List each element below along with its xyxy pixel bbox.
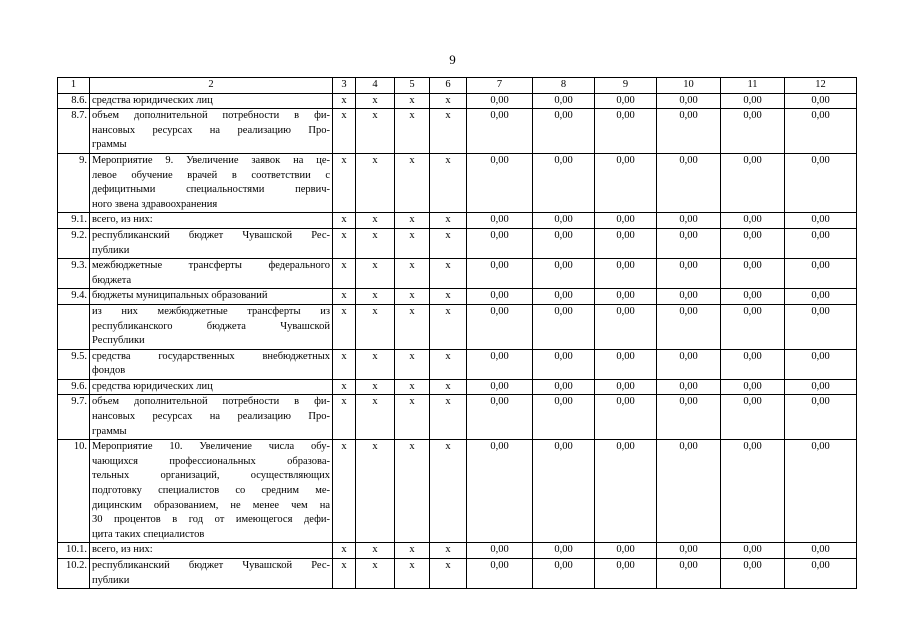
description-line: всего, из них:: [92, 214, 153, 226]
value-cell: 0,00: [785, 395, 857, 440]
marker-cell: x: [395, 304, 430, 349]
table-body: [58, 78, 857, 589]
value-cell: 0,00: [595, 543, 657, 559]
value-cell: 0,00: [657, 395, 721, 440]
row-description: [90, 440, 333, 543]
description-line: публики: [92, 244, 130, 256]
description-line: нансовых ресурсах на реализацию Про-: [92, 124, 330, 136]
value-cell: 0,00: [595, 395, 657, 440]
value-cell: 0,00: [721, 543, 785, 559]
value-cell: 0,00: [785, 304, 857, 349]
value-cell: 0,00: [721, 213, 785, 229]
value-cell: 0,00: [533, 289, 595, 305]
budget-table: [57, 77, 857, 589]
marker-cell: x: [430, 93, 467, 109]
value-cell: 0,00: [785, 93, 857, 109]
value-cell: 0,00: [595, 304, 657, 349]
column-number-9: 9: [595, 78, 657, 94]
value-cell: 0,00: [785, 213, 857, 229]
value-cell: 0,00: [721, 395, 785, 440]
row-description: [90, 349, 333, 379]
row-number: [58, 304, 90, 349]
row-description: [90, 153, 333, 212]
value-cell: 0,00: [785, 153, 857, 212]
value-cell: 0,00: [595, 228, 657, 258]
column-number-4: 4: [356, 78, 395, 94]
description-line: дефицитными специальностями первич-: [92, 184, 330, 196]
table-row: [58, 93, 857, 109]
marker-cell: x: [430, 543, 467, 559]
value-cell: 0,00: [785, 289, 857, 305]
row-description: [90, 93, 333, 109]
marker-cell: x: [395, 153, 430, 212]
value-cell: 0,00: [721, 379, 785, 395]
row-description: [90, 543, 333, 559]
marker-cell: x: [356, 213, 395, 229]
marker-cell: x: [333, 559, 356, 589]
value-cell: 0,00: [533, 395, 595, 440]
column-number-11: 11: [721, 78, 785, 94]
value-cell: 0,00: [467, 93, 533, 109]
value-cell: 0,00: [657, 213, 721, 229]
row-description: [90, 109, 333, 154]
value-cell: 0,00: [785, 543, 857, 559]
value-cell: 0,00: [721, 228, 785, 258]
description-line: республиканский бюджет Чувашской Рес-: [92, 229, 330, 241]
value-cell: 0,00: [467, 228, 533, 258]
marker-cell: x: [430, 153, 467, 212]
description-line: средства государственных внебюджетных: [92, 350, 330, 362]
value-cell: 0,00: [721, 440, 785, 543]
marker-cell: x: [395, 559, 430, 589]
description-line: Мероприятие 9. Увеличение заявок на це-: [92, 154, 330, 166]
value-cell: 0,00: [467, 213, 533, 229]
value-cell: 0,00: [533, 153, 595, 212]
value-cell: 0,00: [785, 228, 857, 258]
row-number: 10.: [58, 440, 90, 543]
description-line: объем дополнительной потребности в фи-: [92, 110, 330, 122]
marker-cell: x: [395, 349, 430, 379]
description-line: республиканского бюджета Чувашской: [92, 320, 330, 332]
value-cell: 0,00: [721, 109, 785, 154]
marker-cell: x: [333, 440, 356, 543]
value-cell: 0,00: [533, 543, 595, 559]
marker-cell: x: [395, 379, 430, 395]
row-number: 9.: [58, 153, 90, 212]
row-number: 9.1.: [58, 213, 90, 229]
table-header-row: [58, 78, 857, 94]
value-cell: 0,00: [533, 379, 595, 395]
marker-cell: x: [333, 289, 356, 305]
value-cell: 0,00: [533, 304, 595, 349]
marker-cell: x: [356, 543, 395, 559]
marker-cell: x: [395, 289, 430, 305]
value-cell: 0,00: [595, 259, 657, 289]
value-cell: 0,00: [657, 349, 721, 379]
column-number-3: 3: [333, 78, 356, 94]
value-cell: 0,00: [721, 93, 785, 109]
marker-cell: x: [430, 228, 467, 258]
description-line: всего, из них:: [92, 544, 153, 556]
row-number: 9.5.: [58, 349, 90, 379]
table-row: [58, 289, 857, 305]
row-description: [90, 304, 333, 349]
row-description: [90, 289, 333, 305]
marker-cell: x: [333, 379, 356, 395]
marker-cell: x: [430, 379, 467, 395]
value-cell: 0,00: [467, 259, 533, 289]
column-number-1: 1: [58, 78, 90, 94]
marker-cell: x: [395, 213, 430, 229]
marker-cell: x: [430, 395, 467, 440]
column-number-10: 10: [657, 78, 721, 94]
table-row: [58, 395, 857, 440]
marker-cell: x: [333, 304, 356, 349]
marker-cell: x: [333, 153, 356, 212]
marker-cell: x: [395, 259, 430, 289]
value-cell: 0,00: [595, 559, 657, 589]
description-line: объем дополнительной потребности в фи-: [92, 396, 330, 408]
marker-cell: x: [395, 440, 430, 543]
row-number: 8.7.: [58, 109, 90, 154]
table-row: [58, 304, 857, 349]
marker-cell: x: [395, 543, 430, 559]
value-cell: 0,00: [785, 349, 857, 379]
value-cell: 0,00: [785, 440, 857, 543]
row-description: [90, 213, 333, 229]
value-cell: 0,00: [595, 289, 657, 305]
value-cell: 0,00: [533, 440, 595, 543]
row-description: [90, 379, 333, 395]
table-row: [58, 213, 857, 229]
marker-cell: x: [356, 395, 395, 440]
description-line: чающихся профессиональных образова-: [92, 455, 330, 467]
value-cell: 0,00: [657, 304, 721, 349]
value-cell: 0,00: [467, 289, 533, 305]
marker-cell: x: [333, 109, 356, 154]
marker-cell: x: [356, 379, 395, 395]
page-number: 9: [449, 52, 456, 67]
description-line: Республики: [92, 335, 145, 347]
marker-cell: x: [356, 259, 395, 289]
value-cell: 0,00: [595, 440, 657, 543]
value-cell: 0,00: [657, 379, 721, 395]
value-cell: 0,00: [657, 93, 721, 109]
row-description: [90, 559, 333, 589]
marker-cell: x: [356, 440, 395, 543]
value-cell: 0,00: [785, 559, 857, 589]
marker-cell: x: [395, 395, 430, 440]
value-cell: 0,00: [467, 440, 533, 543]
description-line: средства юридических лиц: [92, 380, 213, 392]
value-cell: 0,00: [657, 289, 721, 305]
table-row: [58, 440, 857, 543]
value-cell: 0,00: [467, 543, 533, 559]
marker-cell: x: [333, 543, 356, 559]
row-number: 8.6.: [58, 93, 90, 109]
description-line: ного звена здравоохранения: [92, 198, 218, 210]
marker-cell: x: [356, 289, 395, 305]
marker-cell: x: [333, 259, 356, 289]
marker-cell: x: [430, 440, 467, 543]
table-row: [58, 153, 857, 212]
value-cell: 0,00: [533, 349, 595, 379]
description-line: бюджета: [92, 274, 132, 286]
value-cell: 0,00: [595, 379, 657, 395]
description-line: дицинским образованием, не менее чем на: [92, 499, 330, 511]
marker-cell: x: [333, 228, 356, 258]
value-cell: 0,00: [595, 153, 657, 212]
table-row: [58, 109, 857, 154]
description-line: из них межбюджетные трансферты из: [92, 305, 330, 317]
marker-cell: x: [333, 349, 356, 379]
marker-cell: x: [430, 289, 467, 305]
value-cell: 0,00: [533, 93, 595, 109]
description-line: левое обучение врачей в соответствии с: [92, 169, 330, 181]
value-cell: 0,00: [721, 349, 785, 379]
value-cell: 0,00: [467, 379, 533, 395]
marker-cell: x: [430, 213, 467, 229]
value-cell: 0,00: [595, 93, 657, 109]
table-row: [58, 259, 857, 289]
value-cell: 0,00: [533, 559, 595, 589]
value-cell: 0,00: [657, 259, 721, 289]
table-row: [58, 349, 857, 379]
row-number: 10.2.: [58, 559, 90, 589]
description-line: фондов: [92, 365, 126, 377]
value-cell: 0,00: [721, 259, 785, 289]
description-line: средства юридических лиц: [92, 94, 213, 106]
value-cell: 0,00: [785, 109, 857, 154]
marker-cell: x: [356, 228, 395, 258]
row-number: 9.3.: [58, 259, 90, 289]
row-number: 9.6.: [58, 379, 90, 395]
table-row: [58, 559, 857, 589]
value-cell: 0,00: [467, 559, 533, 589]
value-cell: 0,00: [467, 349, 533, 379]
table-row: [58, 379, 857, 395]
marker-cell: x: [430, 109, 467, 154]
marker-cell: x: [356, 304, 395, 349]
marker-cell: x: [356, 93, 395, 109]
column-number-2: 2: [90, 78, 333, 94]
value-cell: 0,00: [657, 109, 721, 154]
value-cell: 0,00: [467, 109, 533, 154]
column-number-5: 5: [395, 78, 430, 94]
value-cell: 0,00: [657, 440, 721, 543]
marker-cell: x: [430, 304, 467, 349]
row-number: 10.1.: [58, 543, 90, 559]
column-number-12: 12: [785, 78, 857, 94]
value-cell: 0,00: [467, 304, 533, 349]
row-number: 9.2.: [58, 228, 90, 258]
description-line: Мероприятие 10. Увеличение числа обу-: [92, 441, 330, 453]
value-cell: 0,00: [595, 213, 657, 229]
value-cell: 0,00: [721, 153, 785, 212]
table-row: [58, 228, 857, 258]
column-number-7: 7: [467, 78, 533, 94]
description-line: подготовку специалистов со средним ме-: [92, 485, 330, 497]
description-line: 30 процентов в год от имеющегося дефи-: [92, 514, 330, 526]
value-cell: 0,00: [467, 153, 533, 212]
value-cell: 0,00: [721, 289, 785, 305]
value-cell: 0,00: [533, 109, 595, 154]
row-description: [90, 395, 333, 440]
marker-cell: x: [395, 93, 430, 109]
marker-cell: x: [395, 228, 430, 258]
value-cell: 0,00: [657, 559, 721, 589]
row-number: 9.4.: [58, 289, 90, 305]
description-line: межбюджетные трансферты федерального: [92, 260, 330, 272]
marker-cell: x: [395, 109, 430, 154]
row-description: [90, 228, 333, 258]
column-number-6: 6: [430, 78, 467, 94]
value-cell: 0,00: [657, 228, 721, 258]
description-line: республиканский бюджет Чувашской Рес-: [92, 560, 330, 571]
value-cell: 0,00: [657, 543, 721, 559]
value-cell: 0,00: [467, 395, 533, 440]
description-line: граммы: [92, 139, 127, 151]
value-cell: 0,00: [785, 379, 857, 395]
value-cell: 0,00: [533, 228, 595, 258]
value-cell: 0,00: [533, 213, 595, 229]
value-cell: 0,00: [533, 259, 595, 289]
description-line: нансовых ресурсах на реализацию Про-: [92, 411, 330, 423]
marker-cell: x: [356, 349, 395, 379]
description-line: публики: [92, 574, 130, 586]
value-cell: 0,00: [785, 259, 857, 289]
value-cell: 0,00: [721, 559, 785, 589]
description-line: цита таких специалистов: [92, 528, 205, 540]
description-line: тельных организаций, осуществляющих: [92, 470, 330, 482]
marker-cell: x: [333, 213, 356, 229]
description-line: граммы: [92, 425, 127, 437]
row-number: 9.7.: [58, 395, 90, 440]
marker-cell: x: [333, 93, 356, 109]
row-description: [90, 259, 333, 289]
value-cell: 0,00: [595, 349, 657, 379]
marker-cell: x: [356, 109, 395, 154]
value-cell: 0,00: [657, 153, 721, 212]
description-line: бюджеты муниципальных образований: [92, 290, 268, 302]
marker-cell: x: [356, 559, 395, 589]
marker-cell: x: [430, 349, 467, 379]
value-cell: 0,00: [721, 304, 785, 349]
column-number-8: 8: [533, 78, 595, 94]
value-cell: 0,00: [595, 109, 657, 154]
marker-cell: x: [430, 259, 467, 289]
table-row: [58, 543, 857, 559]
marker-cell: x: [356, 153, 395, 212]
marker-cell: x: [333, 395, 356, 440]
marker-cell: x: [430, 559, 467, 589]
